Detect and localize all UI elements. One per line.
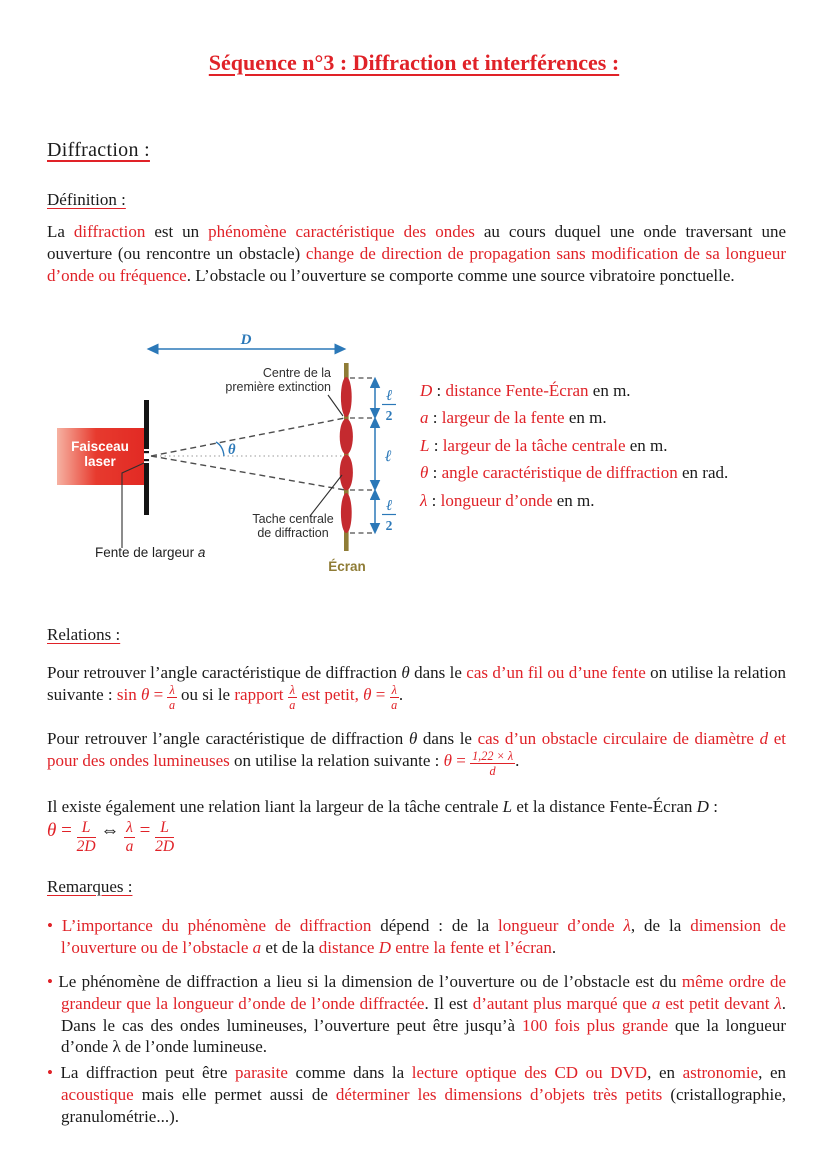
slit-plate-upper — [144, 400, 149, 449]
slit-lip-lower — [144, 459, 149, 461]
diffraction-spot-upper — [341, 377, 352, 417]
laser-label-line2: laser — [84, 454, 116, 469]
relations-paragraph-1: Pour retrouver l’angle caractéristique de diffraction θ dans le cas d’un fil ou d’une fente on utilise la relation suivante : sin θ = $\frac{\lambda}{a}$ ou si le rapport $\frac{\lambda}{a}$ est petit, θ = $\frac{\lambda}{a}$ . — [47, 663, 786, 712]
diffraction-spot-lower — [341, 493, 352, 533]
ell-half-top-numerator: ℓ — [385, 386, 393, 404]
diffraction-diagram — [40, 333, 470, 583]
remark-bullet-3: • La diffraction peut être parasite comme dans la lecture optique des CD ou DVD, en astronomie, en acoustique mais elle permet aussi de déterminer les dimensions d’objets très petits (cristallographie, granulométrie...). — [47, 1063, 787, 1126]
subsection-heading-relations: Relations : — [47, 625, 121, 644]
relations-paragraph-2: Pour retrouver l’angle caractéristique de diffraction θ dans le cas d’un obstacle circulaire de diamètre d et pour des ondes lumineuses on utilise la relation suivante : θ = $\frac{1,22 \times \lambda}{d}$ . — [47, 729, 786, 778]
lower-diffraction-ray — [151, 456, 345, 490]
remark-bullet-1: • L’importance du phénomène de diffraction dépend : de la longueur d’onde λ, de la dimension de l’ouverture ou de l’obstacle a et de la distance D entre la fente et l’écran. — [47, 916, 786, 957]
definition-paragraph: La diffraction est un phénomène caractéristique des ondes au cours duquel une onde traversant une ouverture (ou rencontre un obstacle) change de direction de propagation sans modification de sa longueur d’onde ou fréquence. L’obstacle ou l’ouverture se comporte comme une source vibratoire ponctuelle. — [47, 222, 786, 285]
ell-half-top-denominator: 2 — [385, 408, 393, 423]
page-title: Séquence n°3 : Diffraction et interférences : — [208, 50, 620, 75]
theta-angle-arc — [216, 442, 224, 456]
legend-item-L: L : largeur de la tâche centrale en m. — [420, 435, 668, 455]
upper-diffraction-ray — [151, 418, 345, 456]
legend-item-theta: θ : angle caractéristique de diffraction en rad. — [420, 463, 729, 483]
section-heading-diffraction: Diffraction : — [47, 139, 150, 161]
central-spot-upper-lobe — [340, 419, 353, 455]
legend-item-lambda: λ : longueur d’onde en m. — [420, 490, 595, 510]
slit-width-symbol: a — [197, 545, 206, 560]
legend-item-a: a : largeur de la fente en m. — [420, 408, 607, 428]
central-spot-lower-lobe — [340, 455, 353, 491]
first-extinction-label-line2: première extinction — [225, 380, 331, 394]
slit-width-label-text: Fente de largeur — [95, 545, 198, 560]
distance-D-label: D — [240, 333, 252, 348]
laser-label-line1: Faisceau — [71, 439, 129, 454]
first-extinction-label-line1: Centre de la — [262, 366, 331, 380]
central-spot-pointer — [310, 475, 342, 516]
theta-angle-label: θ — [228, 442, 236, 458]
slit-plate-lower — [144, 463, 149, 515]
ell-middle-label: ℓ — [384, 446, 392, 465]
central-spot-label-line1: Tache centrale — [252, 512, 334, 526]
remark-bullet-2: • Le phénomène de diffraction a lieu si la dimension de l’ouverture ou de l’obstacle est du même ordre de grandeur que la longueur d’onde de l’onde diffractée. Il est d’autant plus marqué que a est petit devant λ. Dans le cas des ondes lumineuses, l’ouverture peut être jusqu’à 100 fois plus grande que la longueur d’onde λ de l’onde lumineuse. — [47, 972, 787, 1057]
diagram-legend — [420, 377, 728, 514]
ell-half-bottom-denominator: 2 — [385, 518, 393, 533]
relations-paragraph-3: Il existe également une relation liant la largeur de la tâche centrale L et la distance Fente-Écran D : — [47, 797, 718, 816]
central-spot-label-line2: de diffraction — [257, 526, 329, 540]
screen-label: Écran — [328, 559, 366, 574]
first-extinction-pointer — [328, 395, 343, 416]
relations-formula: θ = $\frac{L}{2D}$ ⇔ $\frac{\lambda}{a}$ = $\frac{L}{2D}$ — [47, 819, 175, 855]
slit-lip-upper — [144, 451, 149, 453]
slit-width-label — [95, 545, 206, 560]
subsection-heading-definition: Définition : — [47, 190, 126, 209]
legend-item-D: D : distance Fente-Écran en m. — [420, 381, 631, 400]
ell-half-bottom-numerator: ℓ — [385, 496, 393, 514]
subsection-heading-remarques: Remarques : — [47, 877, 133, 896]
